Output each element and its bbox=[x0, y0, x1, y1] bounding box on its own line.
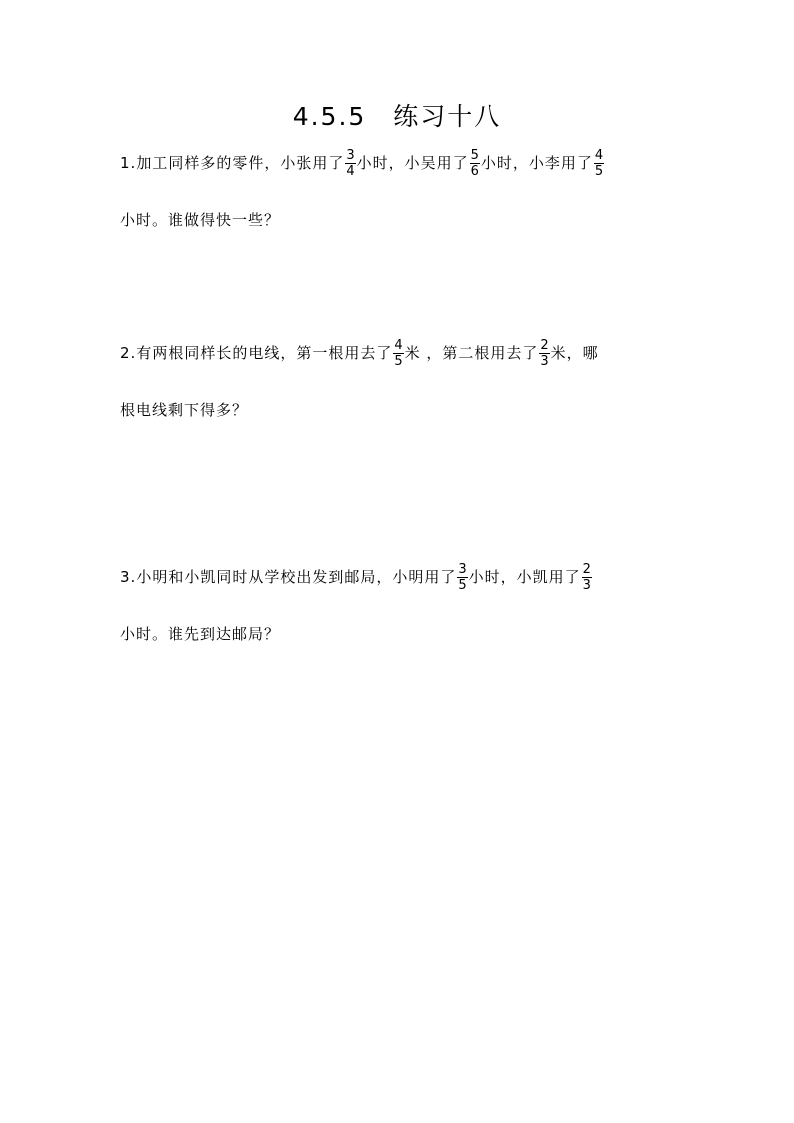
fraction-numerator: 3 bbox=[458, 562, 467, 577]
problem-1-line-1 bbox=[120, 148, 605, 179]
fraction-numerator: 5 bbox=[470, 148, 479, 163]
problem-text: 小时，小吴用了 bbox=[356, 154, 469, 172]
problem-2-line-1 bbox=[120, 338, 599, 369]
problem-3-line-1 bbox=[120, 562, 593, 593]
problem-number: 1. bbox=[120, 154, 137, 172]
problem-text: 小时，小李用了 bbox=[480, 154, 593, 172]
problem-number: 3. bbox=[120, 568, 137, 586]
fraction-denominator: 4 bbox=[346, 164, 355, 179]
fraction-denominator: 5 bbox=[458, 578, 467, 593]
problem-number: 2. bbox=[120, 344, 137, 362]
problem-text: 小时，小凯用了 bbox=[468, 568, 581, 586]
fraction-numerator: 2 bbox=[540, 338, 549, 353]
fraction-numerator: 3 bbox=[346, 148, 355, 163]
fraction-denominator: 3 bbox=[582, 578, 591, 593]
problem-text: 有两根同样长的电线，第一根用去了 bbox=[136, 344, 393, 362]
fraction-four-fifths bbox=[393, 338, 403, 369]
fraction-two-thirds bbox=[539, 338, 549, 369]
page-title: 4.5.5 练习十八 bbox=[292, 102, 502, 131]
fraction-denominator: 5 bbox=[594, 164, 604, 179]
fraction-denominator: 5 bbox=[394, 354, 403, 369]
fraction-three-quarters bbox=[345, 148, 355, 179]
fraction-numerator: 2 bbox=[582, 562, 591, 577]
problem-2-line-2: 根电线剩下得多？ bbox=[120, 401, 249, 419]
problem-text: 米 ，第二根用去了 bbox=[404, 344, 539, 362]
fraction-denominator: 3 bbox=[540, 354, 549, 369]
fraction-denominator: 6 bbox=[470, 164, 479, 179]
problem-text: 米，哪 bbox=[550, 344, 599, 362]
fraction-numerator: 4 bbox=[394, 338, 403, 353]
fraction-four-fifths bbox=[594, 148, 604, 179]
problem-1-line-2: 小时。谁做得快一些？ bbox=[120, 211, 281, 229]
fraction-numerator: 4 bbox=[594, 148, 604, 163]
fraction-three-fifths bbox=[457, 562, 467, 593]
fraction-five-sixths bbox=[470, 148, 480, 179]
problem-text: 加工同样多的零件，小张用了 bbox=[136, 154, 345, 172]
problem-3-line-2: 小时。谁先到达邮局？ bbox=[120, 625, 281, 643]
problem-text: 小明和小凯同时从学校出发到邮局，小明用了 bbox=[136, 568, 457, 586]
fraction-two-thirds bbox=[582, 562, 592, 593]
